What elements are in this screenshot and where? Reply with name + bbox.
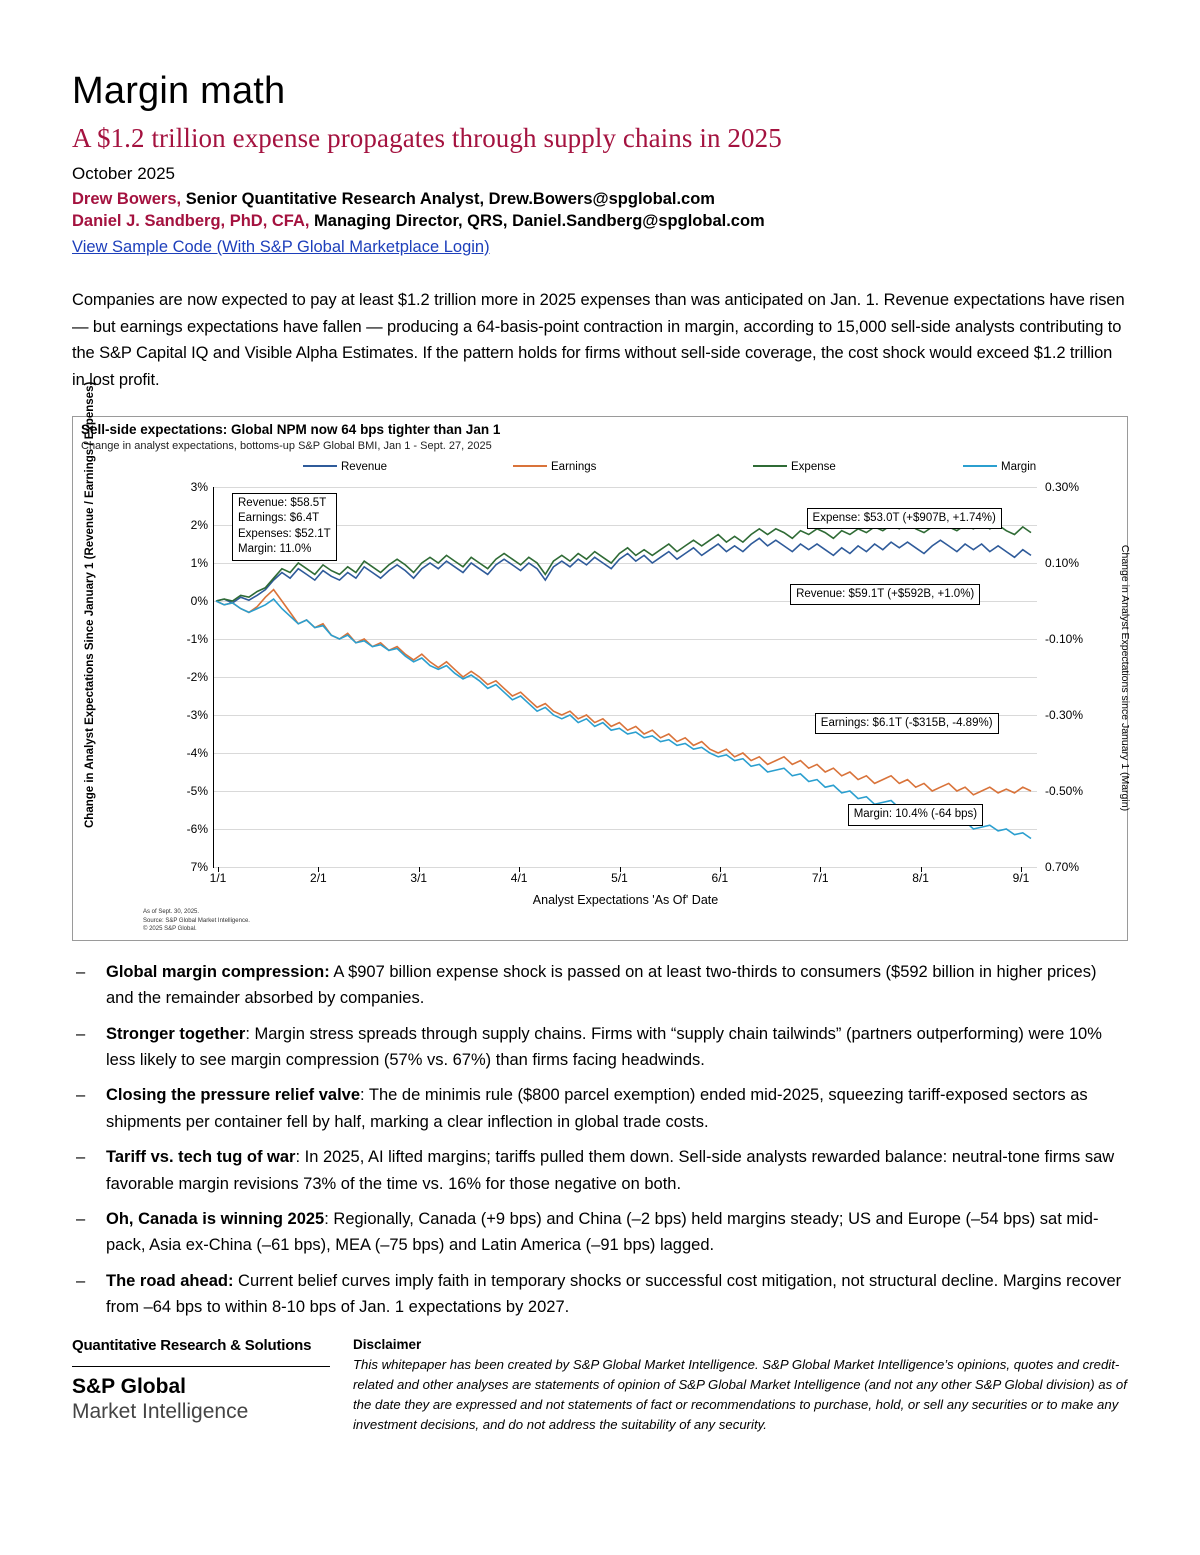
chart-line-earnings — [216, 589, 1031, 794]
publication-date: October 2025 — [72, 164, 176, 183]
chart-plot-area — [186, 479, 1084, 907]
chart-x-tick: 1/1 — [209, 870, 227, 885]
bullet-body: : The de minimis rule ($800 parcel exemption) ended mid-2025, squeezing tariff-exposed sectors as shipments per container fell by half, marking a clear inflection in global trade costs. — [106, 1086, 1088, 1131]
start-value-line: Revenue: $58.5T — [238, 496, 327, 509]
source-note-source: Source: S&P Global Market Intelligence. — [143, 917, 250, 924]
chart-y-tick-left: 7% — [190, 859, 208, 874]
bullet-dash: – — [76, 1024, 86, 1043]
bullet-body: Current belief curves imply faith in temporary shocks or successful cost mitigation, not structural decline. Margins recover from –64 bps to within 8-10 bps of Jan. 1 expectations by 2027. — [106, 1271, 1122, 1317]
page-subtitle: A $1.2 trillion expense propagates through supply chains in 2025 — [72, 123, 782, 153]
sp-global-logo-line2: Market Intelligence — [72, 1399, 249, 1423]
chart-x-tick: 4/1 — [510, 870, 528, 885]
chart-y-tick-left: 2% — [190, 517, 208, 532]
chart-source-note — [143, 908, 250, 934]
disclaimer-block — [347, 1337, 1128, 1435]
bullet-text — [106, 1144, 1128, 1197]
chart-y-tick-left: -4% — [186, 745, 208, 760]
chart-x-tick: 7/1 — [811, 870, 829, 885]
chart-start-values-box — [232, 493, 337, 561]
bullet-dash: – — [76, 1271, 86, 1290]
chart-y-tick-left: 3% — [190, 479, 208, 494]
bullet-label: Oh, Canada is winning 2025 — [106, 1210, 325, 1228]
bullet-text — [106, 1082, 1128, 1135]
list-item — [72, 1144, 1128, 1197]
chart-y-tick-right: 0.10% — [1045, 555, 1080, 570]
author-line-1 — [72, 190, 1128, 209]
list-item — [72, 1082, 1128, 1135]
chart-x-axis-label: Analyst Expectations 'As Of' Date — [532, 892, 719, 907]
legend-item-revenue — [303, 461, 387, 473]
list-item — [72, 1206, 1128, 1259]
chart-y-tick-left: -6% — [186, 821, 208, 836]
bullet-label: The road ahead: — [106, 1271, 234, 1290]
start-value-line: Earnings: $6.4T — [238, 512, 320, 525]
bullet-dash: – — [76, 1086, 86, 1105]
chart-y-tick-left: 1% — [190, 555, 208, 570]
bullet-body: A $907 billion expense shock is passed on at least two-thirds to consumers ($592 billion in higher prices) and the remainder absorbed by companies. — [106, 962, 1097, 1008]
legend-swatch-expense — [753, 465, 787, 467]
chart-callout-expense: Expense: $53.0T (+$907B, +1.74%) — [807, 508, 1002, 530]
qrs-title: Quantitative Research & Solutions — [72, 1336, 312, 1354]
bullet-text — [106, 959, 1128, 1012]
author-1-name: Drew Bowers, — [72, 190, 182, 208]
list-item — [72, 1021, 1128, 1074]
bullet-label: Closing the pressure relief valve — [106, 1086, 361, 1105]
legend-label-expense: Expense — [791, 460, 836, 473]
bullet-text — [106, 1021, 1128, 1074]
bullet-body: : Margin stress spreads through supply chains. Firms with “supply chain tailwinds” (partners outperforming) were 10% less likely to see margin compression (57% vs. 67%) than firms facing headwinds. — [106, 1024, 1102, 1070]
bullet-body: : Regionally, Canada (+9 bps) and China (–2 bps) held margins steady; US and Europe (–54 bps) sat mid-pack, Asia ex-China (–61 bps), MEA (–75 bps) and Latin America (–91 bps) lagged. — [106, 1210, 1099, 1255]
legend-label-revenue: Revenue — [341, 460, 388, 473]
chart-y-axis-label-right: Change in Analyst Expectations since January 1 (Margin) — [1119, 545, 1131, 812]
legend-label-margin: Margin — [1001, 460, 1037, 473]
chart-callout-revenue: Revenue: $59.1T (+$592B, +1.0%) — [790, 584, 980, 606]
list-item — [72, 1268, 1128, 1321]
chart-y-tick-right: -0.10% — [1045, 631, 1084, 646]
legend-item-margin — [963, 461, 1036, 473]
sp-global-logo-line1: S&P Global — [72, 1374, 186, 1398]
bullet-text — [106, 1268, 1128, 1321]
chart-x-tick: 2/1 — [310, 870, 327, 885]
page-footer — [72, 1337, 1128, 1435]
chart-y-axis-label-left: Change in Analyst Expectations Since January 1 (Revenue / Earnings / Expenses) — [84, 382, 97, 829]
chart-gridline — [214, 867, 1037, 868]
chart-x-tick: 5/1 — [611, 870, 628, 885]
key-findings-list — [72, 959, 1128, 1321]
sample-code-link[interactable]: View Sample Code (With S&P Global Marketplace Login) — [72, 238, 490, 256]
chart-title: Sell-side expectations: Global NPM now 64 bps tighter than Jan 1 — [81, 421, 501, 437]
chart-x-tick: 3/1 — [410, 870, 428, 885]
chart-y-tick-right: 0.30% — [1045, 479, 1080, 494]
chart-y-tick-right: 0.70% — [1045, 859, 1080, 874]
bullet-text — [106, 1206, 1128, 1259]
author-line-2 — [72, 212, 1128, 231]
legend-item-earnings — [513, 461, 596, 473]
source-note-date: As of Sept. 30, 2025. — [143, 908, 200, 915]
disclaimer-title: Disclaimer — [353, 1336, 422, 1352]
legend-label-earnings: Earnings — [551, 460, 597, 473]
bullet-dash: – — [76, 962, 86, 981]
chart-x-tick: 6/1 — [711, 870, 729, 885]
source-note-copyright: © 2025 S&P Global. — [143, 926, 197, 933]
bullet-dash: – — [76, 1210, 86, 1228]
bullet-label: Tariff vs. tech tug of war — [106, 1148, 296, 1167]
chart-legend — [73, 461, 1127, 481]
author-1-role: Senior Quantitative Research Analyst, Drew.Bowers@spglobal.com — [181, 190, 715, 208]
abstract-paragraph: Companies are now expected to pay at least $1.2 trillion more in 2025 expenses than was anticipated on Jan. 1. Revenue expectations have risen — but earnings expectations have fallen — producing a 64-basis-point contraction in margin, according to 15,000 sell-side analysts contributing to the S&P Capital IQ and Visible Alpha Estimates. If the pattern holds for firms without sell-side coverage, the cost shock would exceed $1.2 trillion in lost profit. — [72, 291, 1125, 390]
chart-y-tick-left: -2% — [186, 669, 208, 684]
page-title: Margin math — [72, 70, 286, 112]
legend-item-expense — [753, 461, 836, 473]
bullet-label: Global margin compression: — [106, 962, 330, 981]
author-2-role: Managing Director, QRS, Daniel.Sandberg@spglobal.com — [309, 212, 765, 230]
author-2-name: Daniel J. Sandberg, PhD, CFA, — [72, 212, 310, 230]
chart-subtitle: Change in analyst expectations, bottoms-up S&P Global BMI, Jan 1 - Sept. 27, 2025 — [81, 439, 492, 452]
bullet-body: : In 2025, AI lifted margins; tariffs pulled them down. Sell-side analysts rewarded balance: neutral-tone firms saw favorable margin revisions 73% of the time vs. 16% for those negative on both. — [106, 1148, 1115, 1193]
bullet-label: Stronger together — [106, 1024, 246, 1043]
bullet-dash: – — [76, 1148, 86, 1167]
chart-callout-earnings: Earnings: $6.1T (-$315B, -4.89%) — [815, 713, 999, 735]
start-value-line: Expenses: $52.1T — [238, 527, 331, 540]
chart-y-tick-left: -3% — [186, 707, 208, 722]
chart-y-tick-left: -1% — [186, 631, 208, 646]
chart-x-tick: 9/1 — [1012, 870, 1030, 885]
list-item — [72, 959, 1128, 1012]
chart-y-tick-right: -0.30% — [1045, 707, 1084, 722]
disclaimer-body: This whitepaper has been created by S&P Global Market Intelligence. S&P Global Market Intelligence’s opinions, quotes and credit-related and other analyses are statements of opinion of S&P Global Market Intelligence (and not any other S&P Global division) as of the date they are expressed and not statements of fact or recommendations to purchase, hold, or sell any securities or to make any investment decisions, and do not address the suitability of any security. — [353, 1356, 1127, 1432]
chart-y-tick-left: 0% — [190, 593, 208, 608]
legend-swatch-earnings — [513, 465, 547, 467]
chart-x-tick: 8/1 — [912, 870, 929, 885]
legend-swatch-revenue — [303, 465, 337, 467]
chart-y-tick-left: -5% — [186, 783, 208, 798]
footer-branding — [72, 1337, 347, 1435]
chart-callout-margin: Margin: 10.4% (-64 bps) — [848, 804, 983, 826]
footer-divider — [72, 1366, 330, 1367]
start-value-line: Margin: 11.0% — [238, 543, 312, 556]
chart-y-tick-right: -0.50% — [1045, 783, 1084, 798]
chart-container — [72, 382, 1131, 941]
legend-swatch-margin — [963, 465, 997, 467]
